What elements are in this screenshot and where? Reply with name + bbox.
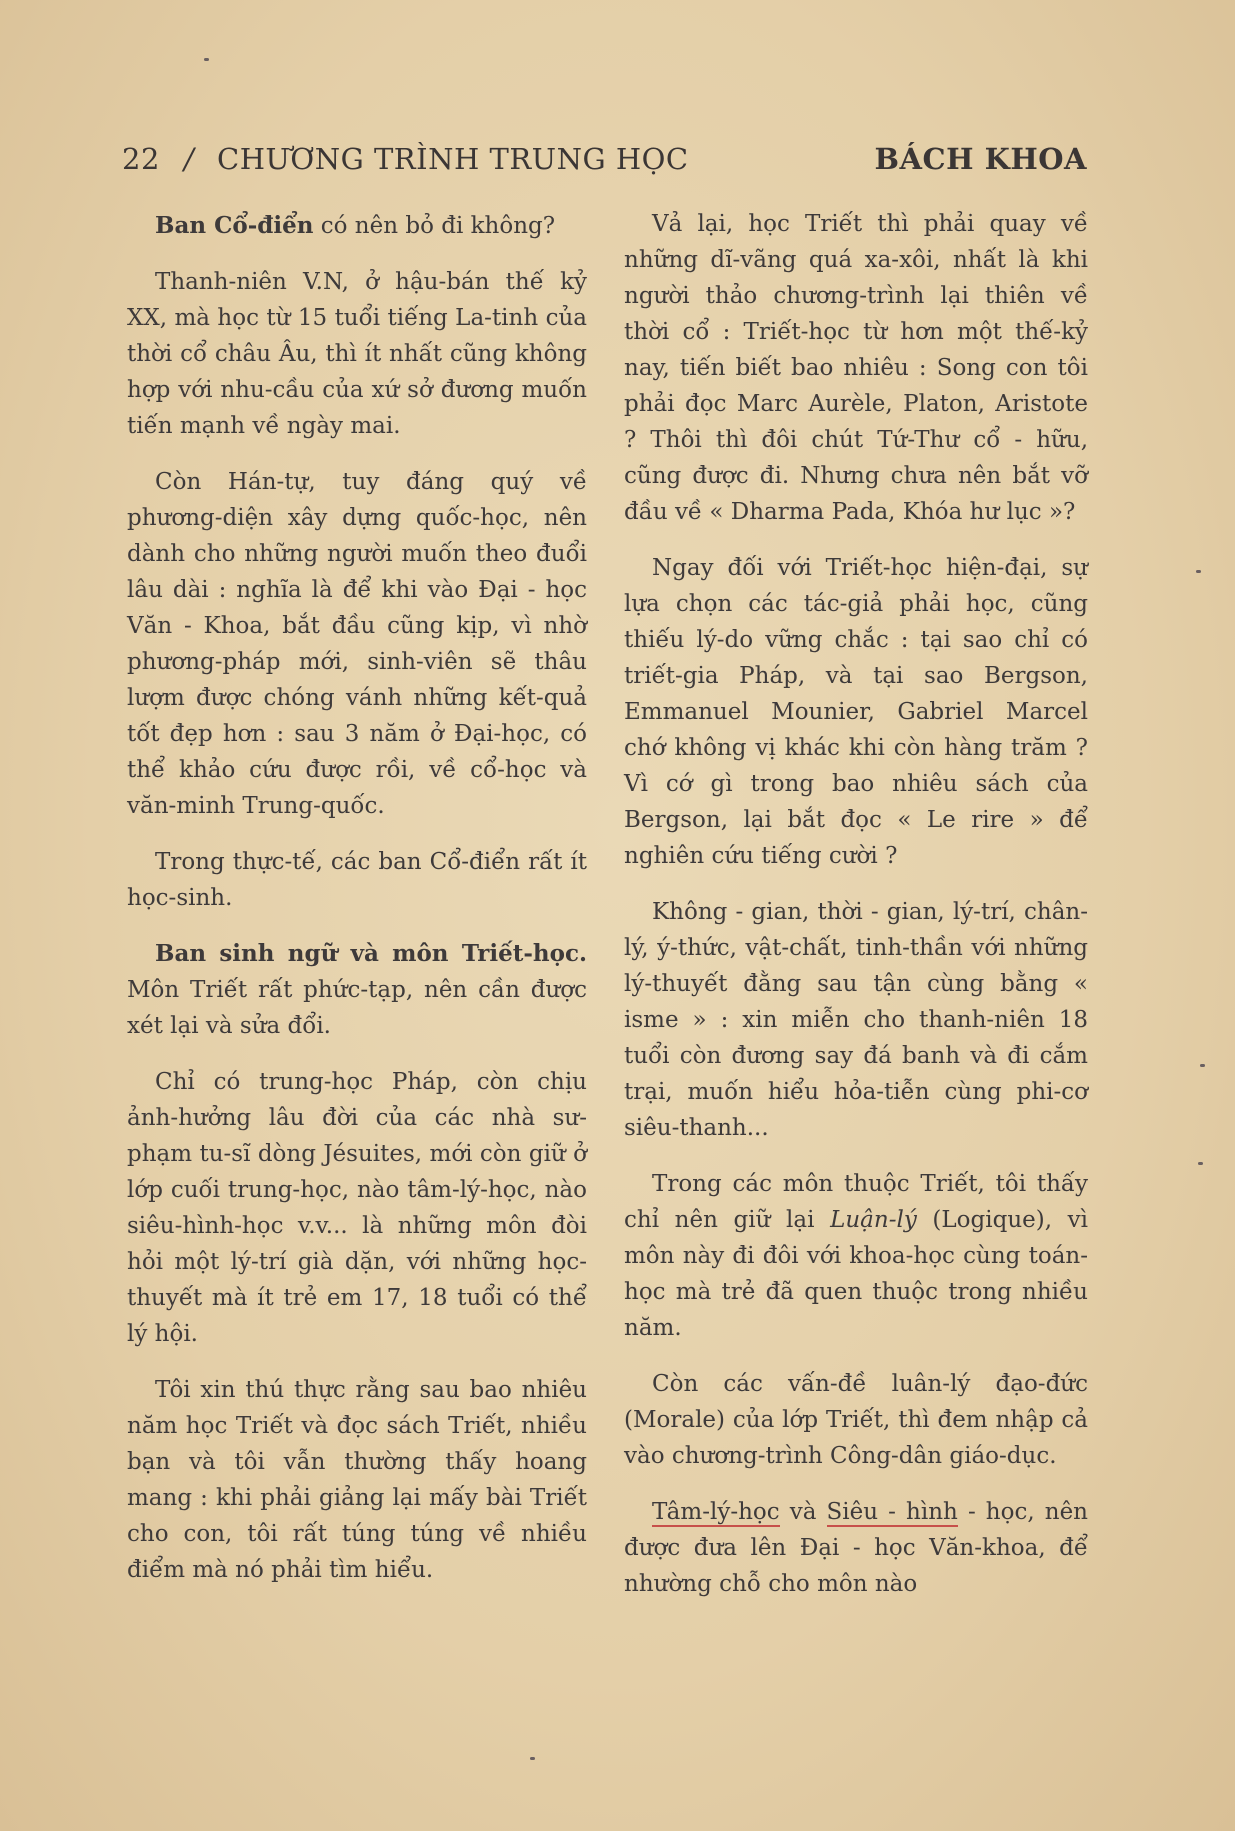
paragraph: Thanh-niên V.N, ở hậu-bán thế kỷ XX, mà học từ 15 tuổi tiếng La-tinh của thời cổ châu Âu, thì ít nhất cũng không hợp với nhu-cầu của xứ sở đương muốn tiến mạnh về ngày mai. (127, 269, 587, 439)
paragraph: Trong thực-tế, các ban Cổ-điển rất ít học-sinh. (127, 849, 587, 911)
emphasis-luan-ly: Luận-lý (830, 1207, 917, 1233)
paper-speck (1196, 570, 1201, 573)
right-column (624, 206, 1088, 1622)
underlined-tam-ly-hoc: Tâm-lý-học (652, 1499, 780, 1525)
paragraph: Không - gian, thời - gian, lý-trí, chân-lý, ý-thức, vật-chất, tinh-thần với những lý-thuyết đằng sau tận cùng bằng « isme » : xin miễn cho thanh-niên 18 tuổi còn đương say đá banh và đi cắm trại, muốn hiểu hỏa-tiễn cùng phi-cơ siêu-thanh... (624, 899, 1088, 1141)
left-column (127, 208, 587, 1608)
paper-speck (1200, 1064, 1205, 1067)
paragraph: Ngay đối với Triết-học hiện-đại, sự lựa chọn các tác-giả phải học, cũng thiếu lý-do vững chắc : tại sao chỉ có triết-gia Pháp, và tại sao Bergson, Emmanuel Mounier, Gabriel Marcel chớ không vị khác khi còn hàng trăm ? Vì cớ gì trong bao nhiêu sách của Bergson, lại bắt đọc « Le rire » để nghiên cứu tiếng cười ? (624, 555, 1088, 869)
paragraph: Tâm-lý-học và Siêu - hình - học, nên được đưa lên Đại - học Văn-khoa, để nhường chỗ cho môn nào (624, 1499, 1088, 1597)
header-separator: / (184, 142, 195, 176)
paper-speck (530, 1757, 535, 1760)
paper-speck (204, 58, 209, 61)
paragraph: Trong các môn thuộc Triết, tôi thấy chỉ nên giữ lại Luận-lý (Logique), vì môn này đi đôi với khoa-học cùng toán-học mà trẻ đã quen thuộc trong nhiều năm. (624, 1171, 1088, 1341)
page-number: 22 (122, 142, 160, 176)
paragraph: Vả lại, học Triết thì phải quay về những dĩ-vãng quá xa-xôi, nhất là khi người thảo chương-trình lại thiên về thời cổ : Triết-học từ hơn một thế-kỷ nay, tiến biết bao nhiêu : Song con tôi phải đọc Marc Aurèle, Platon, Aristote ? Thôi thì đôi chút Tứ-Thư cổ - hữu, cũng được đi. Nhưng chưa nên bắt vỡ đầu về « Dharma Pada, Khóa hư lục »? (624, 211, 1088, 525)
paragraph: Còn các vấn-đề luân-lý đạo-đức (Morale) của lớp Triết, thì đem nhập cả vào chương-trình Công-dân giáo-dục. (624, 1371, 1088, 1469)
subheading-co-dien: Ban Cổ-điển có nên bỏ đi không? (155, 212, 556, 239)
paragraph: Còn Hán-tự, tuy đáng quý về phương-diện xây dựng quốc-học, nên dành cho những người muốn theo đuổi lâu dài : nghĩa là để khi vào Đại - học Văn - Khoa, bắt đầu cũng kịp, vì nhờ phương-pháp mới, sinh-viên sẽ thâu lượm được chóng vánh những kết-quả tốt đẹp hơn : sau 3 năm ở Đại-học, có thể khảo cứu được rồi, về cổ-học và văn-minh Trung-quốc. (127, 469, 587, 819)
page-header (122, 142, 1087, 182)
section-title: CHƯƠNG TRÌNH TRUNG HỌC (217, 142, 689, 176)
underlined-sieu-hinh: Siêu - hình (826, 1499, 958, 1525)
paper-speck (1198, 1162, 1203, 1165)
paragraph: Chỉ có trung-học Pháp, còn chịu ảnh-hưởng lâu đời của các nhà sư-phạm tu-sĩ dòng Jésuites, mới còn giữ ở lớp cuối trung-học, nào tâm-lý-học, nào siêu-hình-học v.v... là những môn đòi hỏi một lý-trí già dặn, với những học-thuyết mà ít trẻ em 17, 18 tuổi có thể lý hội. (127, 1069, 587, 1347)
subheading-sinh-ngu: Ban sinh ngữ và môn Triết-học. Môn Triết rất phức-tạp, nên cần được xét lại và sửa đổi. (127, 940, 587, 1039)
paragraph: Tôi xin thú thực rằng sau bao nhiêu năm học Triết và đọc sách Triết, nhiều bạn và tôi vẫn thường thấy hoang mang : khi phải giảng lại mấy bài Triết cho con, tôi rất túng túng về nhiều điểm mà nó phải tìm hiểu. (127, 1377, 587, 1583)
magazine-name: BÁCH KHOA (874, 142, 1087, 176)
